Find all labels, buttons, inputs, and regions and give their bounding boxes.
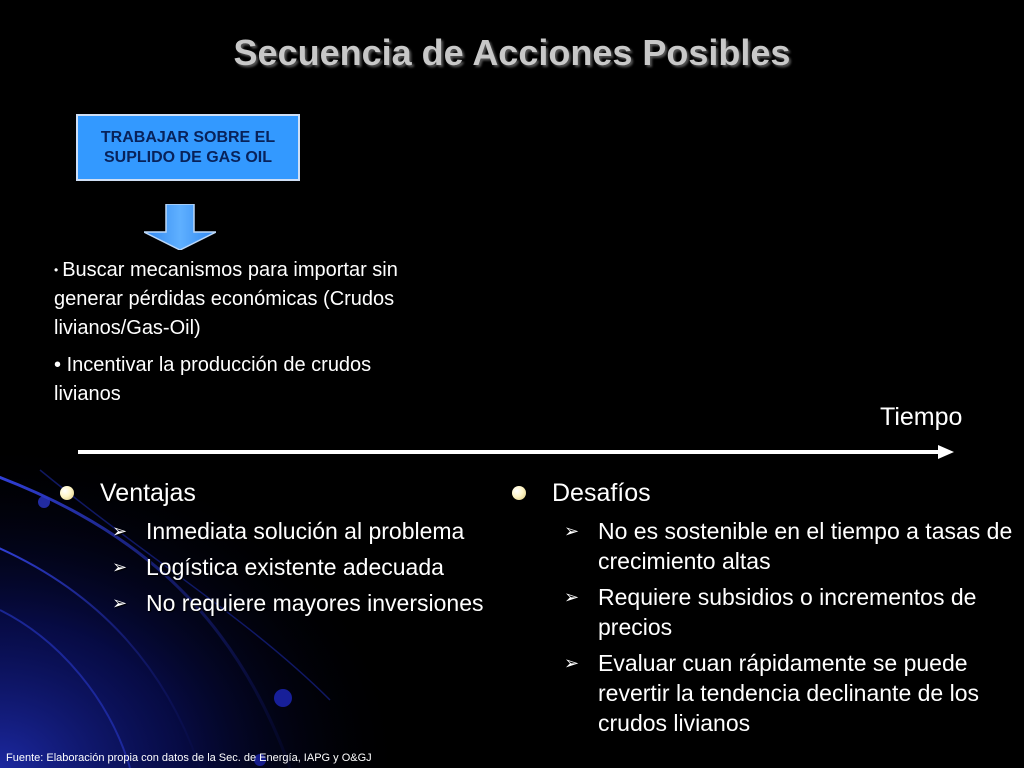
timeline-arrow [76, 440, 956, 464]
action-box-line-1: TRABAJAR SOBRE EL [100, 128, 276, 146]
advantages-heading-text: Ventajas [100, 478, 196, 507]
list-item [564, 648, 1017, 738]
sphere-bullet-icon [512, 486, 526, 500]
chevron-right-icon: ➢ [564, 587, 580, 607]
down-arrow-icon [144, 204, 216, 250]
list-item [112, 588, 510, 618]
list-item-text: Evaluar cuan rápidamente se puede revertir la tendencia declinante de los crudos livianos [598, 650, 980, 736]
challenges-heading-text: Desafíos [552, 478, 651, 507]
chevron-right-icon: ➢ [564, 653, 580, 673]
chevron-right-icon: ➢ [112, 593, 128, 613]
action-box-label [101, 128, 275, 168]
slide-title: Secuencia de Acciones Posibles [233, 32, 791, 73]
sphere-bullet-icon [60, 486, 74, 500]
list-item [564, 516, 1017, 576]
list-item [54, 256, 434, 343]
challenges-column [512, 476, 1017, 744]
advantages-list [112, 516, 510, 618]
bullet-text: Incentivar la producción de crudos livianos [54, 354, 372, 406]
chevron-right-icon: ➢ [564, 521, 580, 541]
list-item [112, 516, 510, 546]
action-bullets [54, 256, 434, 417]
list-item [564, 582, 1017, 642]
bullet-dot-icon: • [54, 354, 67, 377]
list-item [112, 552, 510, 582]
challenges-list [564, 516, 1017, 738]
action-box-line-2: SUPLIDO DE GAS OIL [103, 148, 272, 166]
action-box [76, 114, 300, 181]
list-item [54, 351, 434, 409]
source-footnote: Fuente: Elaboración propia con datos de la Sec. de Energía, IAPG y O&GJ [6, 752, 372, 764]
list-item-text: Logística existente adecuada [146, 554, 444, 580]
list-item-text: No es sostenible en el tiempo a tasas de crecimiento altas [598, 518, 1013, 574]
list-item-text: Inmediata solución al problema [146, 518, 465, 544]
chevron-right-icon: ➢ [112, 557, 128, 577]
chevron-right-icon: ➢ [112, 521, 128, 541]
advantages-column [60, 476, 510, 624]
advantages-heading [60, 476, 510, 510]
list-item-text: No requiere mayores inversiones [146, 590, 484, 616]
challenges-heading [512, 476, 1017, 510]
bullet-dot-icon: • [54, 263, 59, 278]
timeline-label: Tiempo [880, 403, 963, 431]
bullet-text: Buscar mecanismos para importar sin generar pérdidas económicas (Crudos livianos/Gas-Oil) [54, 259, 398, 340]
list-item-text: Requiere subsidios o incrementos de precios [598, 584, 977, 640]
